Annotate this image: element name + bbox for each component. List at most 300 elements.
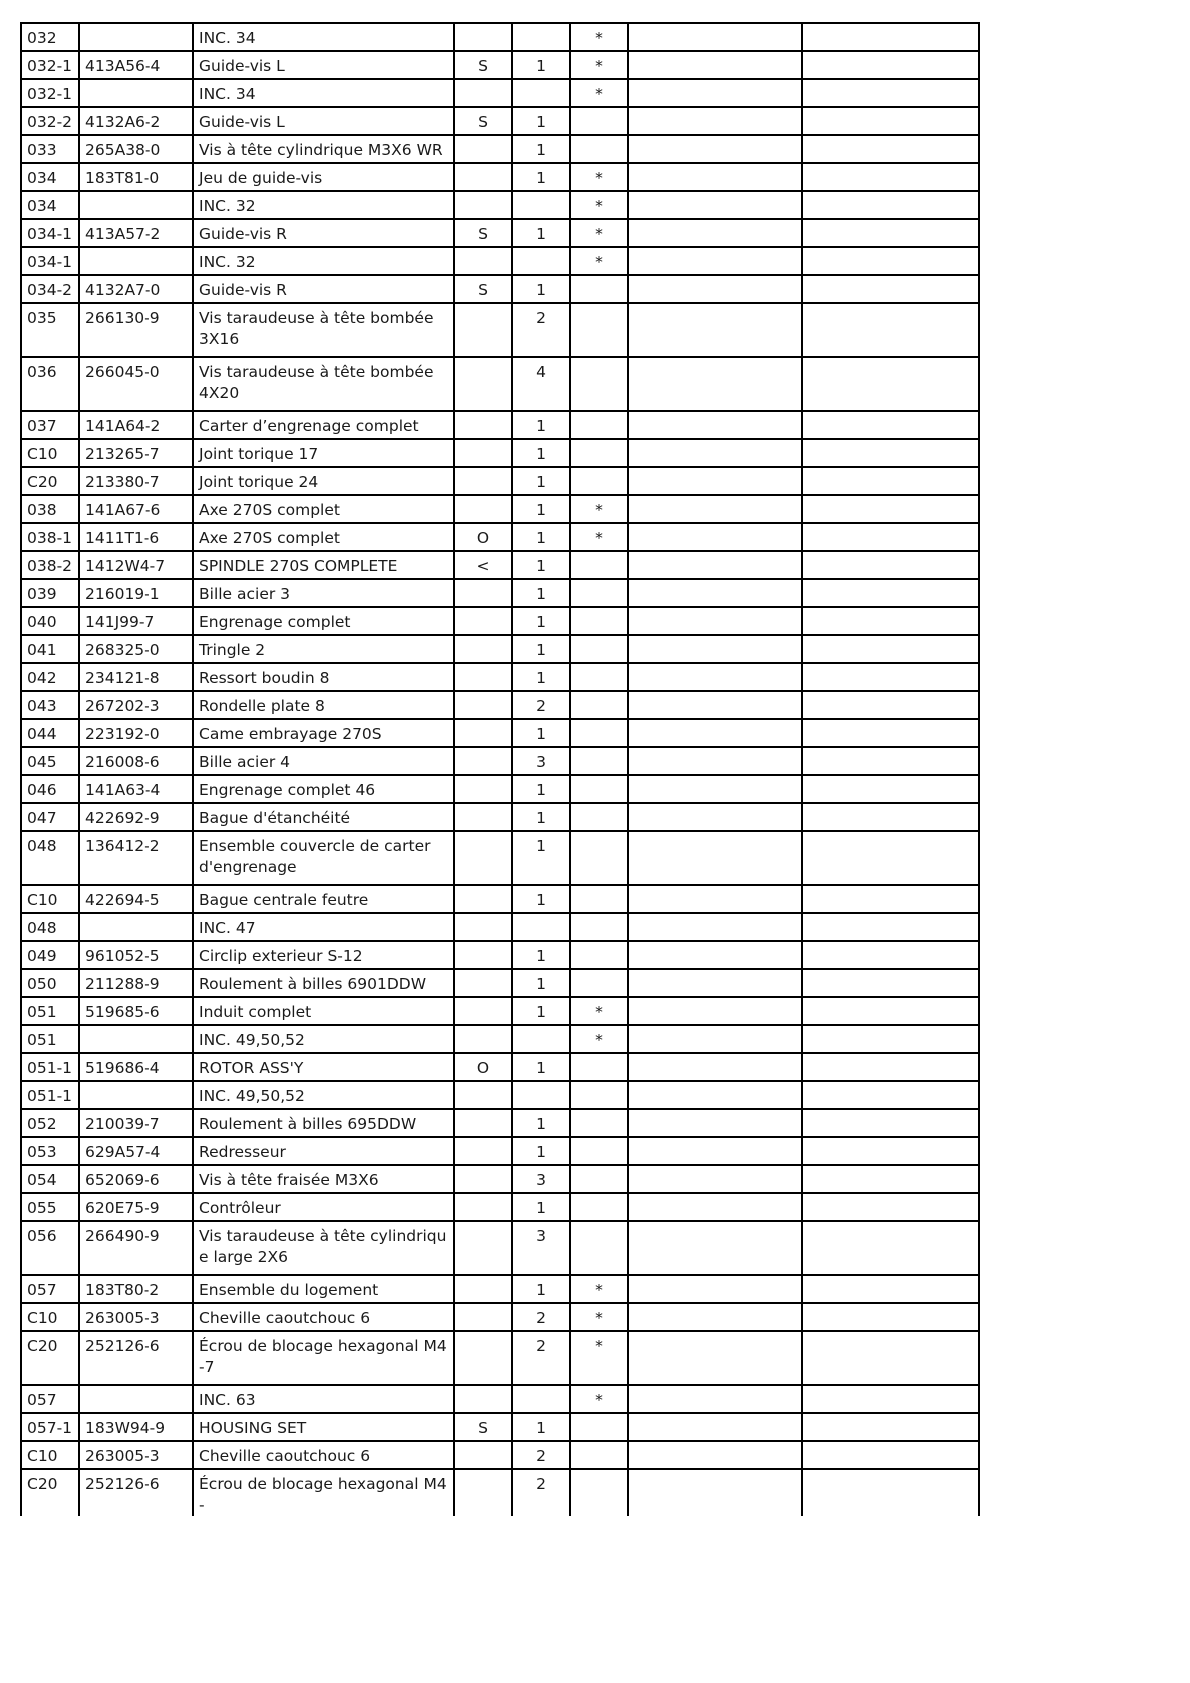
item-no-cell: 034-1 [21,247,79,275]
note-cell [570,411,628,439]
table-row [21,1385,979,1413]
part-no-cell: 210039-7 [79,1109,193,1137]
quantity-cell [512,913,570,941]
empty-cell [802,1221,979,1275]
flag-cell [454,1221,512,1275]
empty-cell [802,997,979,1025]
table-row [21,51,979,79]
flag-cell [454,247,512,275]
empty-cell [802,51,979,79]
flag-cell [454,635,512,663]
table-row [21,275,979,303]
description-cell: Roulement à billes 695DDW [193,1109,454,1137]
part-no-cell [79,23,193,51]
quantity-cell: 1 [512,775,570,803]
table-row [21,495,979,523]
table-row [21,803,979,831]
quantity-cell: 1 [512,467,570,495]
empty-cell [802,607,979,635]
item-no-cell: 051 [21,1025,79,1053]
item-no-cell: 047 [21,803,79,831]
empty-cell [802,831,979,885]
item-no-cell: 043 [21,691,79,719]
part-no-cell: 413A57-2 [79,219,193,247]
flag-cell [454,1193,512,1221]
empty-cell [628,411,802,439]
note-cell [570,941,628,969]
description-cell: Guide-vis L [193,51,454,79]
part-no-cell: 266045-0 [79,357,193,411]
note-cell: * [570,1275,628,1303]
empty-cell [802,1081,979,1109]
empty-cell [802,303,979,357]
table-row [21,1053,979,1081]
note-cell [570,663,628,691]
note-cell [570,747,628,775]
note-cell [570,913,628,941]
table-row [21,1303,979,1331]
quantity-cell: 1 [512,607,570,635]
item-no-cell: C20 [21,1331,79,1385]
note-cell [570,1193,628,1221]
description-cell: Joint torique 17 [193,439,454,467]
quantity-cell: 1 [512,663,570,691]
empty-cell [802,1053,979,1081]
item-no-cell: 038-1 [21,523,79,551]
table-row [21,1109,979,1137]
table-row [21,219,979,247]
quantity-cell: 1 [512,551,570,579]
empty-cell [802,803,979,831]
part-no-cell: 183T80-2 [79,1275,193,1303]
part-no-cell: 265A38-0 [79,135,193,163]
empty-cell [628,135,802,163]
empty-cell [802,579,979,607]
empty-cell [802,1137,979,1165]
empty-cell [802,1025,979,1053]
description-cell: Ensemble du logement [193,1275,454,1303]
description-cell: Vis taraudeuse à tête bombée 4X20 [193,357,454,411]
empty-cell [628,303,802,357]
table-row [21,719,979,747]
empty-cell [628,969,802,997]
empty-cell [802,1275,979,1303]
item-no-cell: 032 [21,23,79,51]
note-cell: * [570,1385,628,1413]
note-cell [570,303,628,357]
part-no-cell [79,191,193,219]
empty-cell [628,551,802,579]
empty-cell [628,1275,802,1303]
empty-cell [802,1469,979,1516]
empty-cell [802,107,979,135]
empty-cell [628,1441,802,1469]
description-cell: INC. 49,50,52 [193,1081,454,1109]
empty-cell [628,523,802,551]
quantity-cell: 1 [512,1193,570,1221]
table-row [21,79,979,107]
part-no-cell: 4132A6-2 [79,107,193,135]
note-cell [570,719,628,747]
quantity-cell: 1 [512,635,570,663]
item-no-cell: 038 [21,495,79,523]
quantity-cell: 4 [512,357,570,411]
item-no-cell: 033 [21,135,79,163]
flag-cell [454,691,512,719]
description-cell: INC. 32 [193,191,454,219]
empty-cell [628,775,802,803]
flag-cell [454,1385,512,1413]
table-row [21,969,979,997]
empty-cell [628,163,802,191]
description-cell: INC. 63 [193,1385,454,1413]
description-cell: Guide-vis R [193,275,454,303]
part-no-cell: 267202-3 [79,691,193,719]
part-no-cell: 413A56-4 [79,51,193,79]
flag-cell [454,1275,512,1303]
table-row [21,635,979,663]
table-row [21,135,979,163]
table-row [21,1413,979,1441]
note-cell [570,1165,628,1193]
quantity-cell: 2 [512,1469,570,1516]
item-no-cell: 038-2 [21,551,79,579]
table-row [21,1441,979,1469]
flag-cell [454,1469,512,1516]
note-cell [570,831,628,885]
table-row [21,107,979,135]
item-no-cell: 040 [21,607,79,635]
table-row [21,607,979,635]
part-no-cell: 519685-6 [79,997,193,1025]
empty-cell [628,1221,802,1275]
flag-cell [454,913,512,941]
table-row [21,997,979,1025]
item-no-cell: 052 [21,1109,79,1137]
note-cell: * [570,1303,628,1331]
note-cell [570,135,628,163]
flag-cell [454,495,512,523]
description-cell: Vis taraudeuse à tête bombée 3X16 [193,303,454,357]
note-cell [570,579,628,607]
item-no-cell: 046 [21,775,79,803]
flag-cell [454,191,512,219]
quantity-cell: 1 [512,439,570,467]
quantity-cell: 1 [512,275,570,303]
description-cell: Vis taraudeuse à tête cylindrique large 2X6 [193,1221,454,1275]
item-no-cell: 051-1 [21,1053,79,1081]
note-cell [570,1441,628,1469]
part-no-cell: 4132A7-0 [79,275,193,303]
description-cell: Carter d’engrenage complet [193,411,454,439]
empty-cell [802,1165,979,1193]
parts-list-body [21,23,979,1516]
table-row [21,747,979,775]
description-cell: Vis à tête cylindrique M3X6 WR [193,135,454,163]
table-row [21,1137,979,1165]
item-no-cell: 057-1 [21,1413,79,1441]
quantity-cell: 2 [512,1331,570,1385]
flag-cell [454,1331,512,1385]
empty-cell [802,135,979,163]
part-no-cell: 141J99-7 [79,607,193,635]
description-cell: Ressort boudin 8 [193,663,454,691]
note-cell: * [570,1025,628,1053]
quantity-cell: 1 [512,523,570,551]
description-cell: Écrou de blocage hexagonal M4- [193,1469,454,1516]
note-cell [570,969,628,997]
note-cell [570,1221,628,1275]
item-no-cell: 055 [21,1193,79,1221]
table-row [21,357,979,411]
note-cell [570,775,628,803]
item-no-cell: 049 [21,941,79,969]
quantity-cell: 1 [512,997,570,1025]
empty-cell [802,941,979,969]
flag-cell [454,607,512,635]
quantity-cell: 1 [512,1413,570,1441]
empty-cell [802,913,979,941]
empty-cell [802,275,979,303]
table-row [21,663,979,691]
table-row [21,1025,979,1053]
item-no-cell: 032-2 [21,107,79,135]
empty-cell [802,495,979,523]
empty-cell [802,1413,979,1441]
quantity-cell [512,1081,570,1109]
empty-cell [628,1025,802,1053]
item-no-cell: 048 [21,831,79,885]
empty-cell [628,885,802,913]
empty-cell [628,579,802,607]
description-cell: HOUSING SET [193,1413,454,1441]
part-no-cell [79,79,193,107]
item-no-cell: 032-1 [21,51,79,79]
empty-cell [802,23,979,51]
empty-cell [628,607,802,635]
empty-cell [802,1441,979,1469]
item-no-cell: 050 [21,969,79,997]
item-no-cell: 039 [21,579,79,607]
part-no-cell: 216019-1 [79,579,193,607]
item-no-cell: 045 [21,747,79,775]
empty-cell [628,913,802,941]
part-no-cell [79,1025,193,1053]
item-no-cell: 036 [21,357,79,411]
empty-cell [628,1193,802,1221]
description-cell: INC. 32 [193,247,454,275]
table-row [21,775,979,803]
table-row [21,1193,979,1221]
empty-cell [628,1469,802,1516]
item-no-cell: C10 [21,1303,79,1331]
empty-cell [628,831,802,885]
item-no-cell: 048 [21,913,79,941]
flag-cell: O [454,1053,512,1081]
table-row [21,191,979,219]
table-row [21,1331,979,1385]
empty-cell [628,719,802,747]
empty-cell [802,411,979,439]
flag-cell: S [454,1413,512,1441]
empty-cell [628,439,802,467]
description-cell: Came embrayage 270S [193,719,454,747]
description-cell: Bille acier 3 [193,579,454,607]
note-cell [570,1081,628,1109]
quantity-cell: 3 [512,747,570,775]
empty-cell [628,1137,802,1165]
quantity-cell [512,247,570,275]
quantity-cell: 1 [512,831,570,885]
item-no-cell: 034 [21,191,79,219]
note-cell [570,803,628,831]
part-no-cell [79,1385,193,1413]
flag-cell [454,1303,512,1331]
flag-cell [454,831,512,885]
empty-cell [628,1165,802,1193]
quantity-cell [512,23,570,51]
flag-cell [454,439,512,467]
empty-cell [802,1303,979,1331]
item-no-cell: C10 [21,885,79,913]
part-no-cell [79,1081,193,1109]
description-cell: Guide-vis L [193,107,454,135]
note-cell: * [570,51,628,79]
flag-cell [454,885,512,913]
note-cell: * [570,23,628,51]
part-no-cell: 422692-9 [79,803,193,831]
note-cell [570,275,628,303]
table-row [21,523,979,551]
note-cell: * [570,191,628,219]
note-cell: * [570,163,628,191]
description-cell: Cheville caoutchouc 6 [193,1441,454,1469]
part-no-cell: 183W94-9 [79,1413,193,1441]
empty-cell [802,635,979,663]
part-no-cell: 263005-3 [79,1303,193,1331]
description-cell: ROTOR ASS'Y [193,1053,454,1081]
table-row [21,303,979,357]
item-no-cell: C20 [21,1469,79,1516]
empty-cell [628,79,802,107]
empty-cell [802,719,979,747]
note-cell [570,607,628,635]
flag-cell [454,163,512,191]
item-no-cell: 032-1 [21,79,79,107]
item-no-cell: 037 [21,411,79,439]
quantity-cell: 2 [512,691,570,719]
part-no-cell: 141A63-4 [79,775,193,803]
empty-cell [628,1053,802,1081]
flag-cell [454,467,512,495]
quantity-cell: 1 [512,163,570,191]
description-cell: Contrôleur [193,1193,454,1221]
table-row [21,1165,979,1193]
table-row [21,691,979,719]
item-no-cell: 053 [21,1137,79,1165]
part-no-cell: 629A57-4 [79,1137,193,1165]
description-cell: Jeu de guide-vis [193,163,454,191]
item-no-cell: 034-1 [21,219,79,247]
flag-cell [454,803,512,831]
table-row [21,831,979,885]
description-cell: INC. 49,50,52 [193,1025,454,1053]
empty-cell [628,107,802,135]
part-no-cell: 266490-9 [79,1221,193,1275]
description-cell: Ensemble couvercle de carter d'engrenage [193,831,454,885]
empty-cell [628,247,802,275]
empty-cell [802,885,979,913]
part-no-cell: 961052-5 [79,941,193,969]
item-no-cell: 056 [21,1221,79,1275]
quantity-cell: 1 [512,719,570,747]
empty-cell [802,467,979,495]
flag-cell [454,79,512,107]
flag-cell [454,997,512,1025]
empty-cell [802,1109,979,1137]
flag-cell: O [454,523,512,551]
item-no-cell: 034 [21,163,79,191]
description-cell: Écrou de blocage hexagonal M4-7 [193,1331,454,1385]
empty-cell [628,495,802,523]
item-no-cell: 054 [21,1165,79,1193]
empty-cell [628,1385,802,1413]
description-cell: INC. 34 [193,23,454,51]
item-no-cell: 042 [21,663,79,691]
table-row [21,551,979,579]
empty-cell [628,1303,802,1331]
empty-cell [628,51,802,79]
empty-cell [628,997,802,1025]
quantity-cell: 1 [512,1275,570,1303]
table-row [21,411,979,439]
quantity-cell: 1 [512,941,570,969]
flag-cell [454,747,512,775]
empty-cell [802,1331,979,1385]
description-cell: Bague d'étanchéité [193,803,454,831]
description-cell: Bille acier 4 [193,747,454,775]
note-cell: * [570,495,628,523]
table-row [21,579,979,607]
part-no-cell: 263005-3 [79,1441,193,1469]
flag-cell [454,1441,512,1469]
part-no-cell: 652069-6 [79,1165,193,1193]
flag-cell: S [454,51,512,79]
quantity-cell: 1 [512,803,570,831]
empty-cell [802,523,979,551]
part-no-cell: 266130-9 [79,303,193,357]
item-no-cell: 035 [21,303,79,357]
empty-cell [802,219,979,247]
description-cell: INC. 34 [193,79,454,107]
table-row [21,247,979,275]
quantity-cell: 1 [512,219,570,247]
quantity-cell: 1 [512,495,570,523]
description-cell: Circlip exterieur S-12 [193,941,454,969]
part-no-cell: 1411T1-6 [79,523,193,551]
part-no-cell: 234121-8 [79,663,193,691]
part-no-cell: 216008-6 [79,747,193,775]
quantity-cell [512,1025,570,1053]
quantity-cell: 1 [512,579,570,607]
table-row [21,439,979,467]
part-no-cell: 136412-2 [79,831,193,885]
description-cell: Tringle 2 [193,635,454,663]
flag-cell: S [454,107,512,135]
quantity-cell: 1 [512,51,570,79]
quantity-cell [512,1385,570,1413]
note-cell: * [570,219,628,247]
